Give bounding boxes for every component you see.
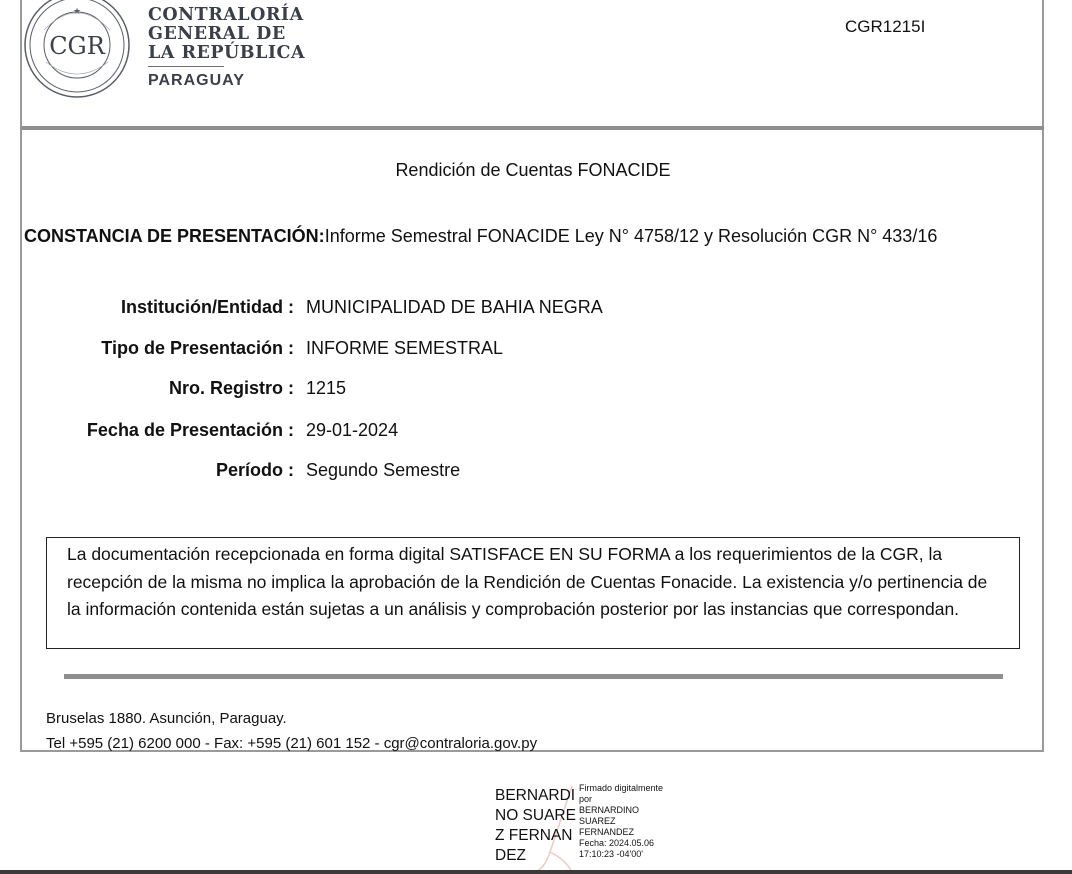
field-label: Fecha de Presentación : [86, 420, 294, 440]
form-code: CGR1215I [845, 17, 926, 36]
viewer-bottom-edge [0, 870, 1072, 874]
signature-detail [579, 783, 669, 860]
constancia-value: Informe Semestral FONACIDE Ley N° 4758/12 y Resolución CGR N° 433/16 [324, 226, 938, 246]
field-value: Segundo Semestre [306, 460, 461, 480]
footer-address [46, 706, 537, 756]
field-label: Nro. Registro : [168, 378, 294, 398]
org-name: CONTRALORÍA GENERAL DE LA REPÚBLICA [148, 5, 306, 63]
seal-text: CGR [49, 32, 105, 60]
document-title: Rendición de Cuentas FONACIDE [395, 160, 671, 180]
field-periodo [0, 460, 1072, 484]
constancia-line [24, 226, 937, 247]
field-label: Tipo de Presentación : [101, 338, 294, 358]
org-divider [148, 66, 224, 67]
field-institucion [0, 297, 1072, 321]
field-value: MUNICIPALIDAD DE BAHIA NEGRA [306, 297, 603, 317]
field-registro [0, 378, 1072, 402]
signature-name: BERNARDINO SUAREZ FERNANDEZ [495, 787, 576, 864]
field-tipo [0, 338, 1072, 362]
field-label: Período : [215, 460, 294, 480]
svg-text:★: ★ [72, 7, 82, 17]
field-value: INFORME SEMESTRAL [306, 338, 504, 358]
address-line: Bruselas 1880. Asunción, Paraguay. [46, 710, 287, 727]
org-country: PARAGUAY [148, 72, 245, 89]
field-fecha [0, 420, 1072, 444]
signature-detail-line: Firmado digitalmente por [579, 783, 664, 804]
footer-divider [64, 674, 1003, 679]
cgr-seal-logo [22, 0, 132, 100]
notice-box: La documentación recepcionada en forma digital SATISFACE EN SU FORMA a los requerimientos de la CGR, la recepción de la misma no implica la aprobación de la Rendición de Cuentas Fonacide. La existencia y/o pertinencia de la información contenida están sujetas a un análisis y comprobación posterior por las instancias que correspondan. [46, 537, 1020, 649]
contact-line: Tel +595 (21) 6200 000 - Fax: +595 (21) 601 152 - cgr@contraloria.gov.py [46, 735, 538, 752]
signature-detail-line: Fecha: 2024.05.06 17:10:23 -04'00' [579, 838, 655, 859]
constancia-label: CONSTANCIA DE PRESENTACIÓN: [24, 226, 325, 246]
header-divider [22, 126, 1044, 130]
field-label: Institución/Entidad : [121, 297, 294, 317]
field-value: 29-01-2024 [306, 420, 399, 440]
signature-detail-line: BERNARDINO SUAREZ FERNANDEZ [579, 805, 640, 837]
field-value: 1215 [306, 378, 347, 398]
